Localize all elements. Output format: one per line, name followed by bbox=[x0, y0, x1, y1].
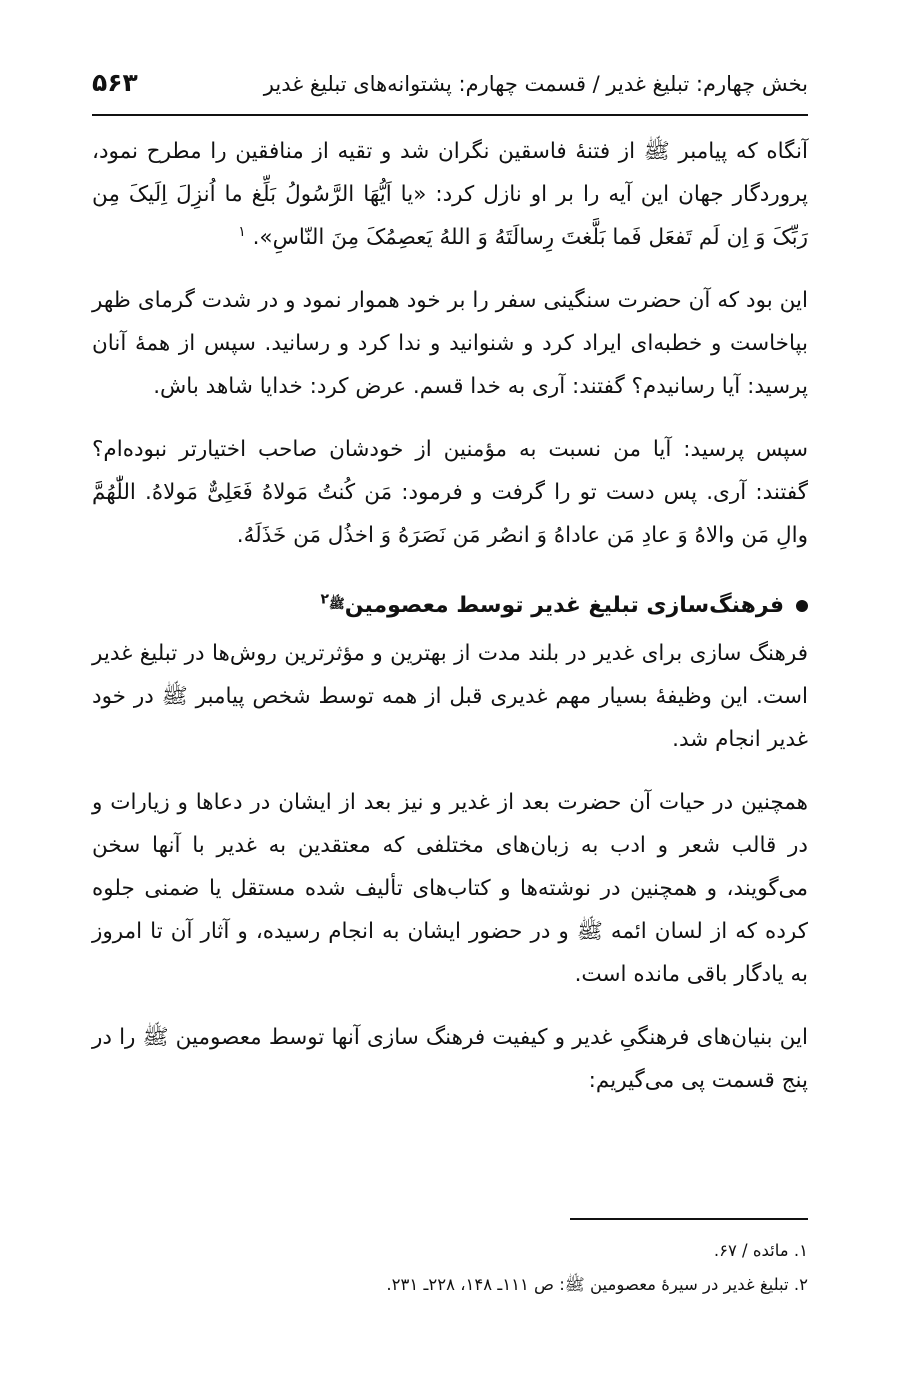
paragraph-2: این بود که آن حضرت سنگینی سفر را بر خود هموار نمود و در شدت گرمای ظهر بپاخاست و خطبه‌ای ایراد کرد و شنوانید و ندا کرد و رسانید. سپس از همهٔ آنان پرسید: آیا رسانیدم؟ گفتند: آری به خدا قسم. عرض کرد: خدایا شاهد باش. bbox=[92, 288, 808, 399]
honorific-glyph: ﷺ bbox=[329, 597, 345, 612]
paragraph-4: فرهنگ سازی برای غدیر در بلند مدت از بهترین و مؤثرترین روش‌ها در تبلیغ غدیر است. این وظیفهٔ بسیار مهم غدیری قبل از همه توسط شخص پیامبر ﷺ در خود غدیر انجام شد. bbox=[92, 641, 808, 752]
section-heading-text: فرهنگ‌سازی تبلیغ غدیر توسط معصومین bbox=[344, 593, 784, 618]
running-title: بخش چهارم: تبلیغ غدیر / قسمت چهارم: پشتوانه‌های تبلیغ غدیر bbox=[263, 72, 808, 96]
paragraph-5: همچنین در حیات آن حضرت بعد از غدیر و نیز بعد از ایشان در دعاها و زیارات و در قالب شعر و ادب به زبان‌های مختلفی که معتقدین به غدیر با آنها سخن می‌گویند، و همچنین در نوشته‌ها و کتاب‌های تألیف شده مستقل یا ضمنی جلوه کرده که از لسان ائمه ﷺ و در حضور ایشان به انجام رسیده، و آثار آن تا امروز به یادگار باقی مانده است. bbox=[92, 790, 808, 987]
page-header bbox=[92, 62, 808, 116]
footnote-ref-2: ۲ bbox=[320, 591, 329, 608]
footnote-2: ۲. تبلیغ غدیر در سیرهٔ معصومین ﷺ: ص ۱۱۱ـ ۱۴۸، ۲۲۸ـ ۲۳۱. bbox=[386, 1275, 808, 1294]
paragraph-6: این بنیان‌های فرهنگیِ غدیر و کیفیت فرهنگ سازی آنها توسط معصومین ﷺ را در پنج قسمت پی می‌گیریم: bbox=[92, 1025, 808, 1093]
section-heading bbox=[92, 583, 808, 628]
footnote-ref-1: ۱ bbox=[238, 223, 246, 240]
paragraph-1-text: آنگاه که پیامبر ﷺ از فتنهٔ فاسقین نگران شد و تقیه از منافقین را مطرح نمود، پروردگار جهان این آیه را بر او نازل کرد: «یا اَیُّهَا الرَّسُولُ بَلِّغ ما اُنزِلَ اِلَیکَ مِن رَبِّکَ وَ اِن لَم تَفعَل فَما بَلَّغتَ رِسالَتَهُ وَ اللهُ یَعصِمُکَ مِنَ النّاسِ». bbox=[92, 139, 808, 250]
paragraph-3: سپس پرسید: آیا من نسبت به مؤمنین از خودشان صاحب اختیارتر نبوده‌ام؟ گفتند: آری. پس دست تو را گرفت و فرمود: مَن کُنتُ مَولاهُ فَعَلِیٌّ مَولاهُ. اللّٰهُمَّ والِ مَن والاهُ وَ عادِ مَن عاداهُ وَ انصُر مَن نَصَرَهُ وَ اخذُل مَن خَذَلَهُ. bbox=[92, 437, 808, 548]
bullet-icon bbox=[796, 600, 808, 612]
footnote-divider bbox=[570, 1218, 808, 1220]
paragraph-1 bbox=[92, 130, 808, 259]
section-heading-title bbox=[320, 583, 784, 628]
main-text bbox=[92, 130, 808, 1122]
page-number: ۵۶۳ bbox=[92, 68, 138, 97]
footnote-1: ۱. مائده / ۶۷. bbox=[713, 1241, 808, 1260]
footnotes bbox=[92, 1234, 808, 1302]
